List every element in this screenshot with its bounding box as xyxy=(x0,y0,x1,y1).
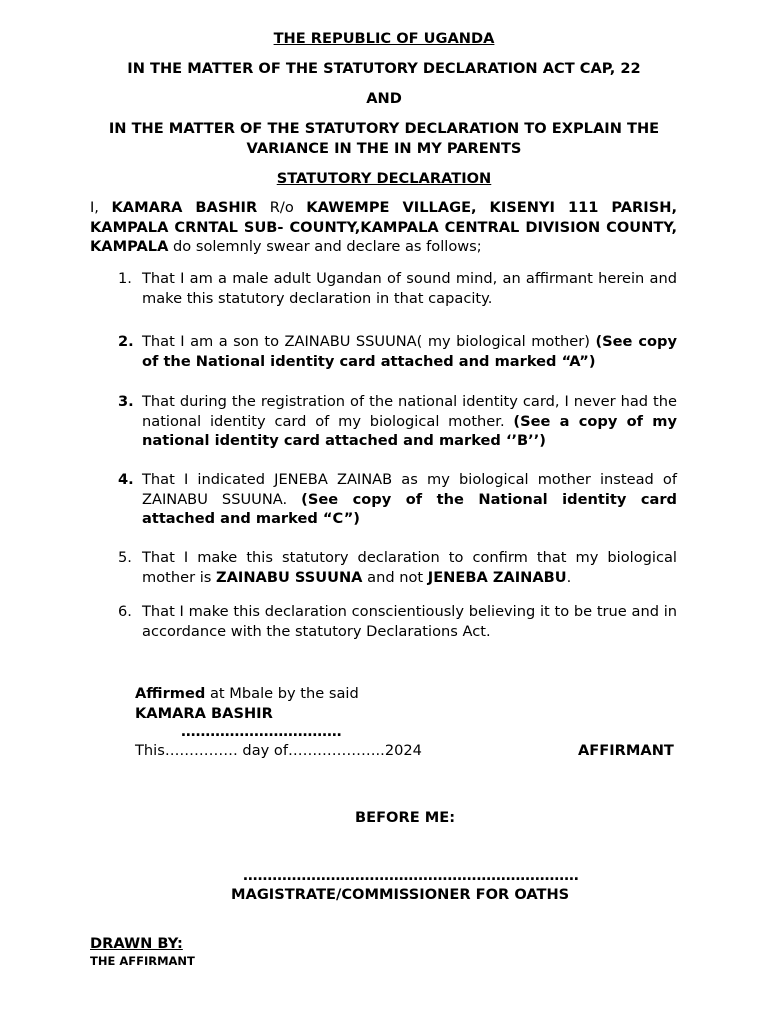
list-item xyxy=(118,392,678,451)
item-number: 4. xyxy=(118,471,134,488)
matter-statement-2 xyxy=(0,119,768,158)
item-bold: JENEBA ZAINABU xyxy=(427,568,567,586)
affirmant-label: AFFIRMANT xyxy=(578,742,674,759)
intro-tail: do solemnly swear and declare as follows; xyxy=(168,238,482,255)
declarant-address: KAWEMPE VILLAGE, KISENYI 111 PARISH, KAMPALA CRNTAL SUB- COUNTY,KAMPALA CENTRAL DIVISION COUNTY, KAMPALA xyxy=(90,199,677,255)
list-item xyxy=(118,602,678,641)
drawn-by-label: DRAWN BY: xyxy=(90,935,183,952)
list-item xyxy=(118,548,678,587)
list-item xyxy=(118,470,678,529)
item-plain: That I indicated JENEBA ZAINAB as my biological mother instead of ZAINABU SSUUNA. xyxy=(142,471,677,508)
item-plain: That I make this statutory declaration to confirm that my biological mother is xyxy=(142,549,677,586)
matter-statement-1: IN THE MATTER OF THE STATUTORY DECLARATION ACT CAP, 22 xyxy=(127,60,641,77)
item-text xyxy=(142,392,677,451)
declarant-name: KAMARA BASHIR xyxy=(111,199,258,216)
intro-i: I, xyxy=(90,199,112,216)
item-text xyxy=(142,548,677,587)
declaration-title: STATUTORY DECLARATION xyxy=(276,170,492,187)
item-text xyxy=(142,332,677,371)
item-plain: That I am a son to ZAINABU SSUUNA( my biological mother) xyxy=(142,333,596,350)
affirmation-date: This…………… day of………………..2024 xyxy=(135,742,422,759)
item-text xyxy=(142,470,677,529)
item-plain: and not xyxy=(362,568,428,586)
affirmed-label: Affirmed xyxy=(135,685,206,702)
item-bold: (See copy of the National identity card attached and marked “C”) xyxy=(142,490,677,527)
list-item xyxy=(118,269,678,308)
matter-statement-2-line2: VARIANCE IN THE IN MY PARENTS xyxy=(246,139,522,157)
affirmant-signature-line: …………………………… xyxy=(181,723,342,740)
item-number: 2. xyxy=(118,333,134,350)
item-number: 5. xyxy=(118,549,132,566)
item-plain: . xyxy=(566,568,572,586)
before-me-label: BEFORE ME: xyxy=(355,809,456,826)
and-separator: AND xyxy=(366,90,402,107)
magistrate-label: MAGISTRATE/COMMISSIONER FOR OATHS xyxy=(231,886,570,903)
item-plain: That during the registration of the national identity card, I never had the national identity card of my biological mother. xyxy=(142,393,677,430)
intro-ro: R/o xyxy=(257,199,307,216)
item-text: That I make this declaration conscientiously believing it to be true and in accordance with the statutory Declarations Act. xyxy=(142,603,677,640)
item-bold: (See copy of the National identity card attached and marked “A”) xyxy=(142,333,677,370)
list-item xyxy=(118,332,678,371)
item-number: 1. xyxy=(118,270,132,287)
intro-paragraph xyxy=(90,198,677,257)
affirmed-place: at Mbale by the said xyxy=(205,685,359,702)
drawn-by-value: THE AFFIRMANT xyxy=(90,954,195,968)
item-bold: ZAINABU SSUUNA xyxy=(216,568,363,586)
item-number: 3. xyxy=(118,393,134,410)
item-number: 6. xyxy=(118,603,132,620)
document-heading: THE REPUBLIC OF UGANDA xyxy=(273,30,495,47)
magistrate-signature-line: …………………………………………………………… xyxy=(243,867,579,884)
item-text: That I am a male adult Ugandan of sound mind, an affirmant herein and make this statutory declaration in that capacity. xyxy=(142,270,677,307)
affirmant-name: KAMARA BASHIR xyxy=(135,705,273,722)
matter-statement-2-line1: IN THE MATTER OF THE STATUTORY DECLARATION TO EXPLAIN THE xyxy=(108,120,660,137)
item-bold: (See a copy of my national identity card attached and marked ‘’B’’) xyxy=(142,412,677,449)
affirmed-line xyxy=(135,684,359,704)
